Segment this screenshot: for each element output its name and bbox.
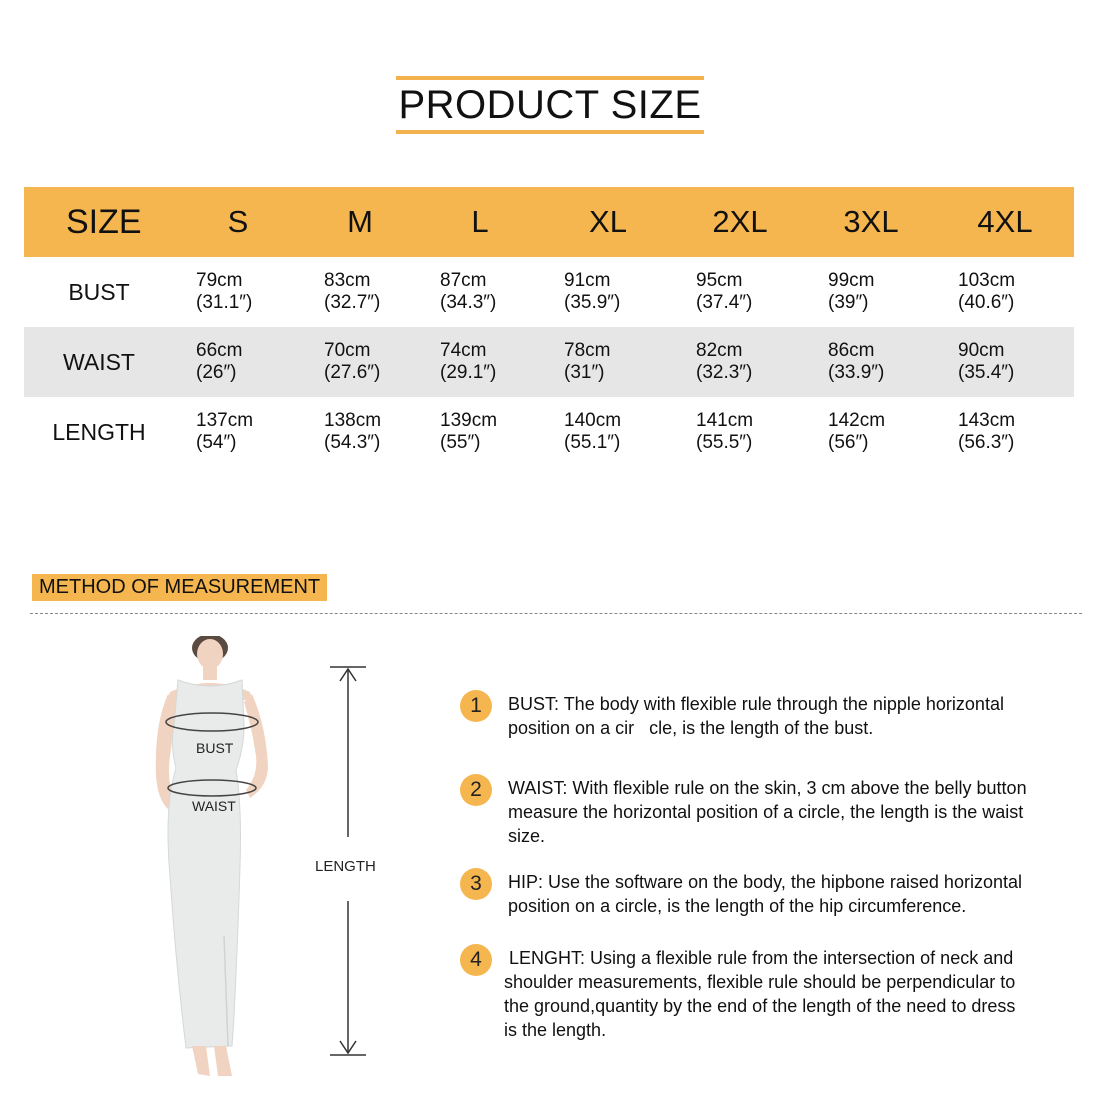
instruction-step-1 — [460, 690, 1080, 750]
table-cell: 139cm (55″) — [440, 410, 498, 453]
figure-label-length: LENGTH — [315, 858, 376, 875]
waist-row — [24, 327, 1074, 397]
table-cell: 103cm (40.6″) — [958, 270, 1016, 313]
page-title: PRODUCT SIZE — [398, 82, 702, 127]
size-l: L — [471, 204, 489, 239]
table-cell: 78cm (31″) — [564, 340, 611, 383]
row-label-waist: WAIST — [63, 348, 135, 375]
figure-label-waist: WAIST — [192, 798, 236, 814]
instruction-step-2 — [460, 774, 1080, 858]
step-text-2: WAIST: With flexible rule on the skin, 3 cm above the belly button measure the horizontal position of a circle, the length is the waist size. — [508, 778, 1027, 846]
dashed-divider — [30, 613, 1082, 614]
table-cell: 83cm (32.7″) — [324, 270, 381, 313]
table-cell: 137cm (54″) — [196, 410, 254, 453]
size-3xl: 3XL — [843, 204, 899, 239]
table-cell: 90cm (35.4″) — [958, 340, 1015, 383]
size-4xl: 4XL — [977, 204, 1033, 239]
table-cell: 140cm (55.1″) — [564, 410, 622, 453]
size-header-row — [24, 187, 1074, 257]
title-banner — [396, 76, 704, 134]
instruction-step-4 — [460, 944, 1080, 1044]
size-2xl: 2XL — [712, 204, 768, 239]
method-heading: METHOD OF MEASUREMENT — [32, 574, 327, 601]
figure-label-bust: BUST — [196, 740, 234, 756]
step-number-1: 1 — [460, 690, 492, 722]
table-cell: 95cm (37.4″) — [696, 270, 753, 313]
step-number-4: 4 — [460, 944, 492, 976]
size-s: S — [227, 204, 249, 239]
table-cell: 141cm (55.5″) — [696, 410, 754, 453]
table-cell: 86cm (33.9″) — [828, 340, 885, 383]
row-label-length: LENGTH — [52, 418, 146, 445]
model-figure — [140, 636, 300, 1086]
table-cell: 138cm (54.3″) — [324, 410, 382, 453]
table-cell: 91cm (35.9″) — [564, 270, 621, 313]
table-cell: 99cm (39″) — [828, 270, 875, 313]
bust-row — [24, 257, 1074, 327]
step-number-3: 3 — [460, 868, 492, 900]
size-table — [24, 187, 1074, 467]
size-m: M — [347, 204, 373, 239]
table-cell: 142cm (56″) — [828, 410, 886, 453]
dress-illustration — [140, 636, 300, 1086]
step-text-3: HIP: Use the software on the body, the hipbone raised horizontal position on a circle, is the length of the hip circumference. — [508, 872, 1022, 916]
step-text-1: BUST: The body with flexible rule through the nipple horizontal position on a cir cle, is the length of the bust. — [508, 694, 1004, 738]
step-text-4: LENGHT: Using a flexible rule from the intersection of neck and shoulder measurements, flexible rule should be perpendicular to the ground,quantity by the end of the length of the need to dress is the length. — [504, 948, 1016, 1040]
table-cell: 66cm (26″) — [196, 340, 243, 383]
table-cell: 82cm (32.3″) — [696, 340, 753, 383]
table-cell: 79cm (31.1″) — [196, 270, 253, 313]
length-row — [24, 397, 1074, 467]
step-number-2: 2 — [460, 774, 492, 806]
table-cell: 87cm (34.3″) — [440, 270, 497, 313]
size-xl: XL — [589, 204, 627, 239]
table-cell: 74cm (29.1″) — [440, 340, 497, 383]
table-cell: 70cm (27.6″) — [324, 340, 381, 383]
size-header-label: SIZE — [66, 202, 142, 241]
row-label-bust: BUST — [68, 278, 130, 305]
table-cell: 143cm (56.3″) — [958, 410, 1016, 453]
instruction-step-3 — [460, 868, 1080, 928]
